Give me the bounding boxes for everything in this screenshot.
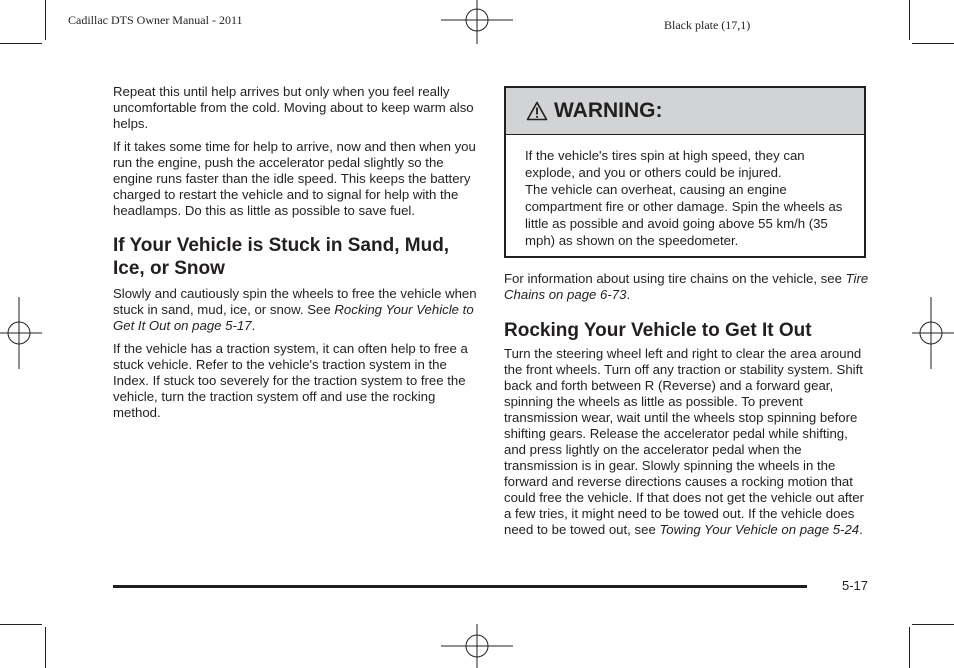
page-number: 5-17 (842, 578, 869, 593)
warning-box (504, 86, 866, 258)
header-title: Cadillac DTS Owner Manual - 2011 (68, 13, 243, 27)
section-heading: If Your Vehicle is Stuck in Sand, Mud, Ice, or Snow (113, 235, 450, 279)
crop-mark (0, 43, 42, 44)
crop-mark (912, 43, 954, 44)
registration-mark-icon (912, 297, 954, 369)
paragraph-text: Slowly and cautiously spin the wheels to free the vehicle when stuck in sand, mud, ice, or snow. See (113, 286, 477, 317)
cross-reference-link[interactable]: Tire Chains on page 6-73 (504, 271, 869, 302)
cross-reference-link[interactable]: Rocking Your Vehicle to Get It Out on page 5-17 (113, 302, 474, 333)
paragraph-text: Turn the steering wheel left and right to clear the area around the front wheels. Turn off any traction or stability system. Shift back and forth between R (Reverse) and a forward gear, spinning the wheels as little as possible. To prevent transmission wear, wait until the wheels stop spinning before shifting gears. Release the accelerator pedal while shifting, and press lightly on the accelerator pedal when the transmission is in gear. Slowly spinning the wheels in the forward and reverse directions causes a rocking motion that could free the vehicle. If that does not get the vehicle out after a few tries, it might need to be towed out. If the vehicle does need to be towed out, see (504, 346, 864, 537)
warning-text: The vehicle can overheat, causing an engine compartment fire or other damage. Spin the wheels as little as possible and avoid going above 55 km/h (35 mph) as shown on the speedometer. (525, 182, 843, 248)
warning-header (506, 88, 864, 135)
paragraph (113, 286, 479, 334)
registration-mark-icon (441, 0, 513, 44)
crop-mark (909, 627, 910, 668)
footer-rule (113, 585, 807, 588)
crop-mark (909, 0, 910, 40)
paragraph (504, 271, 870, 303)
right-column (504, 271, 870, 545)
paragraph: If the vehicle has a traction system, it can often help to free a stuck vehicle. Refer to the vehicle's traction system in the Index. If stuck too severely for the traction system to free the vehicle, turn the traction system off and use the rocking method. (113, 341, 468, 420)
crop-mark (45, 0, 46, 40)
left-column (113, 84, 479, 428)
crop-mark (912, 624, 954, 625)
crop-mark (45, 627, 46, 668)
warning-title: WARNING: (554, 99, 663, 122)
paragraph-end: . (859, 522, 863, 537)
registration-mark-icon (0, 297, 42, 369)
crop-mark (0, 624, 42, 625)
paragraph: Repeat this until help arrives but only when you feel really uncomfortable from the cold. Moving about to keep warm also helps. (113, 84, 474, 131)
paragraph-text: For information about using tire chains on the vehicle, see (504, 271, 846, 286)
paragraph-end: . (626, 287, 631, 302)
warning-triangle-icon (526, 101, 548, 121)
paragraph: If it takes some time for help to arrive, now and then when you run the engine, push the accelerator pedal slightly so the engine runs faster than the idle speed. This keeps the battery charged to restart the vehicle and to signal for help with the headlamps. Do this as little as possible to save fuel. (113, 139, 476, 218)
header-plate: Black plate (17,1) (664, 18, 751, 32)
paragraph (504, 346, 870, 538)
registration-mark-icon (441, 624, 513, 668)
warning-body (506, 135, 864, 249)
section-heading: Rocking Your Vehicle to Get It Out (504, 320, 812, 341)
warning-text: If the vehicle's tires spin at high speed, they can explode, and you or others could be injured. (525, 148, 805, 180)
paragraph-end: . (251, 318, 256, 333)
cross-reference-link[interactable]: Towing Your Vehicle on page 5-24 (659, 522, 860, 537)
